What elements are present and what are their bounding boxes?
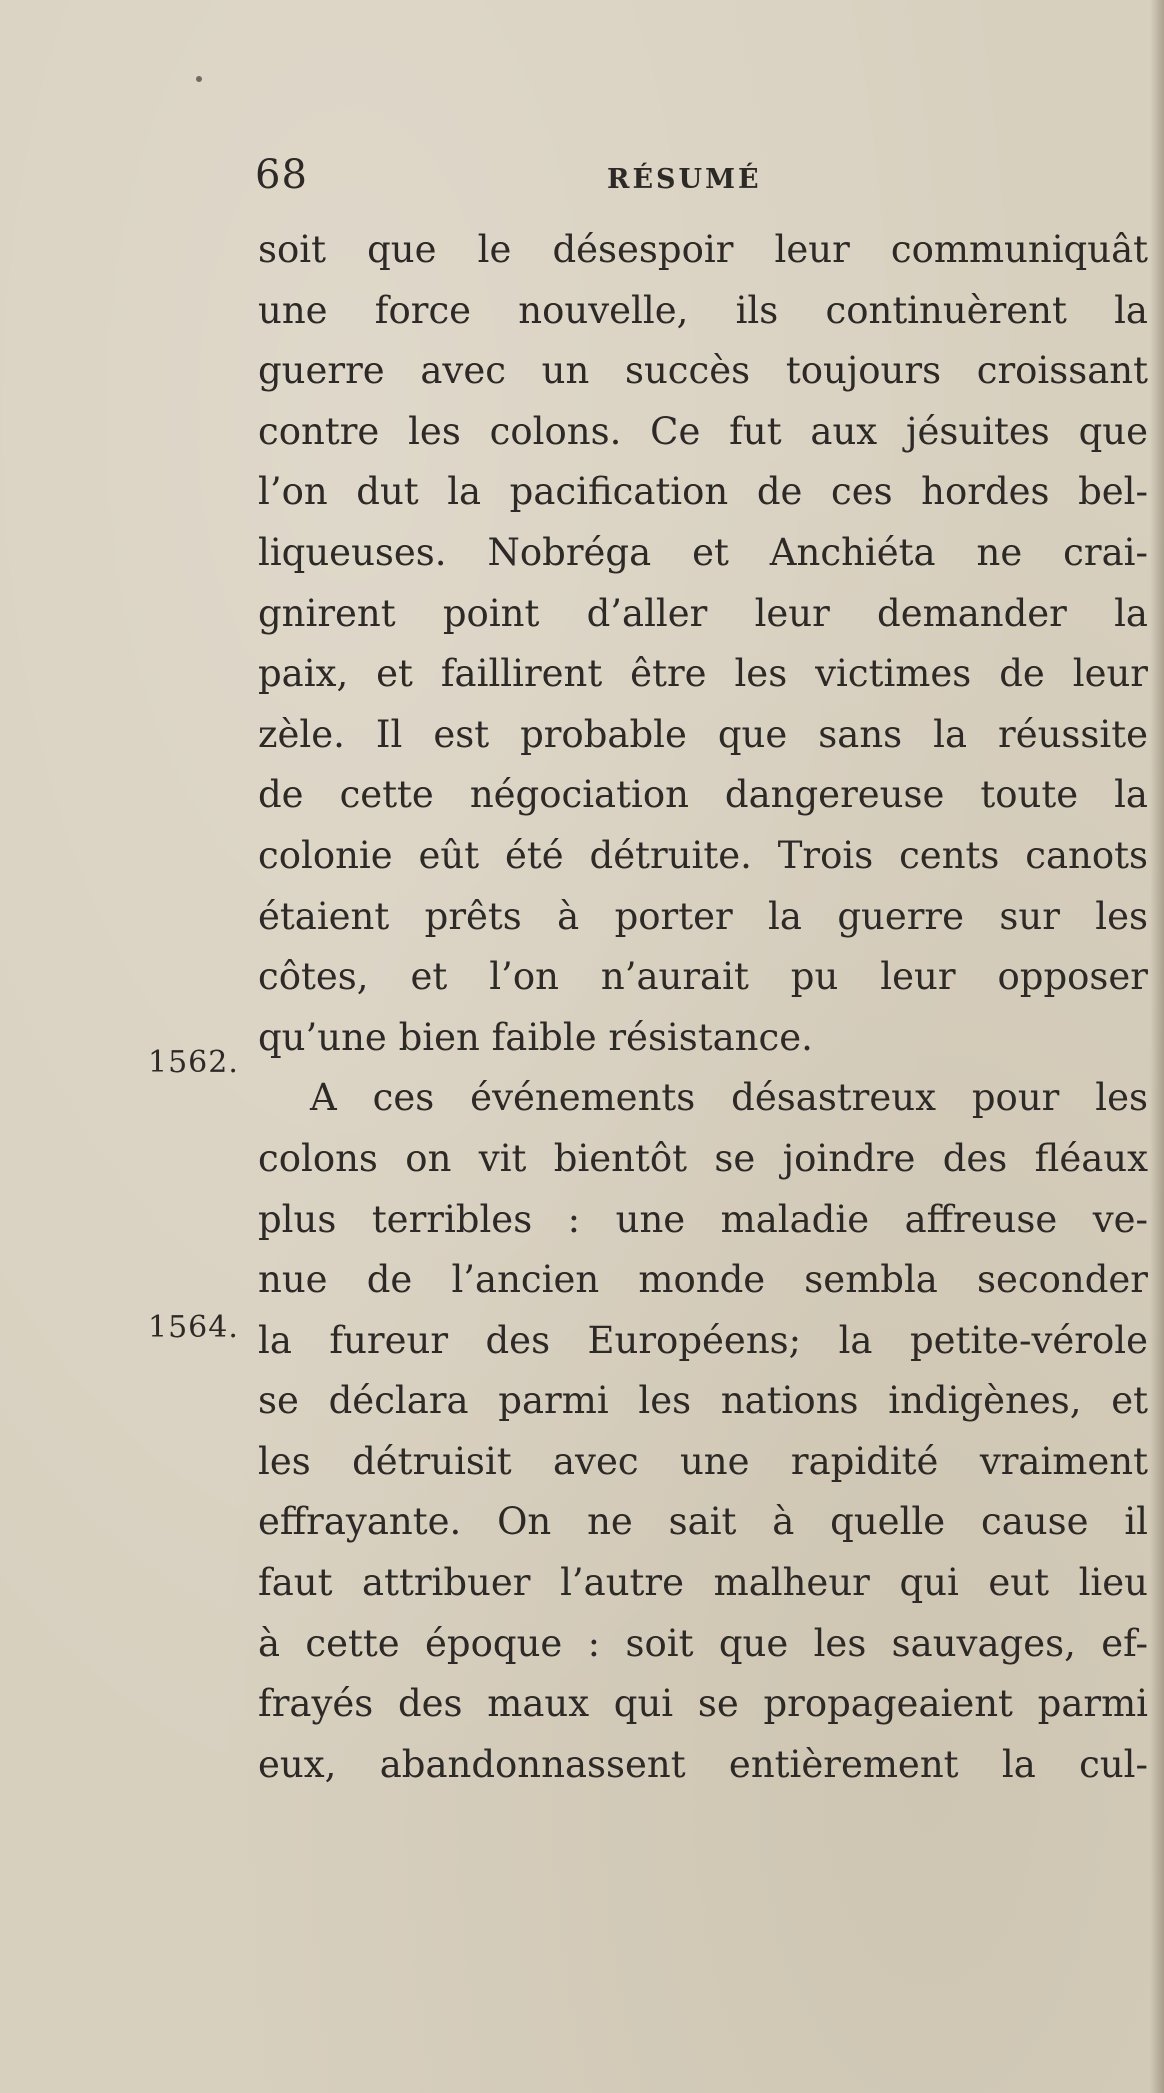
text-line: l’on dut la pacification de ces hordes bel- bbox=[258, 470, 1148, 514]
text-line: contre les colons. Ce fut aux jésuites que bbox=[258, 409, 1148, 453]
text-line: les détruisit avec une rapidité vraiment bbox=[258, 1439, 1148, 1483]
text-line: une force nouvelle, ils continuèrent la bbox=[258, 288, 1148, 332]
text-line: nue de l’ancien monde sembla seconder bbox=[258, 1258, 1148, 1302]
text-line: effrayante. On ne sait à quelle cause il bbox=[258, 1500, 1148, 1544]
text-line: plus terribles : une maladie affreuse ve- bbox=[258, 1197, 1148, 1241]
text-line: de cette négociation dangereuse toute la bbox=[258, 773, 1148, 817]
margin-note-year: 1562. bbox=[148, 1045, 239, 1080]
text-line: étaient prêts à porter la guerre sur les bbox=[258, 894, 1148, 938]
page-edge-shadow bbox=[1150, 0, 1164, 2093]
text-line: faut attribuer l’autre malheur qui eut lieu bbox=[258, 1561, 1148, 1605]
text-line: colonie eût été détruite. Trois cents canots bbox=[258, 833, 1148, 877]
text-line: paix, et faillirent être les victimes de leur bbox=[258, 652, 1148, 696]
text-line: soit que le désespoir leur communiquât bbox=[258, 228, 1148, 271]
text-line: la fureur des Européens; la petite-vérole bbox=[258, 1318, 1148, 1362]
text-line: zèle. Il est probable que sans la réussite bbox=[258, 712, 1148, 756]
text-line: eux, abandonnassent entièrement la cul- bbox=[258, 1742, 1148, 1786]
text-line: frayés des maux qui se propageaient parmi bbox=[258, 1682, 1148, 1726]
paper-speck bbox=[196, 76, 202, 82]
text-line: qu’une bien faible résistance. bbox=[258, 1015, 813, 1059]
page-number: 68 bbox=[255, 152, 308, 198]
body-text bbox=[258, 220, 1148, 1795]
text-line: à cette époque : soit que les sauvages, ef- bbox=[258, 1621, 1148, 1665]
text-line: colons on vit bientôt se joindre des fléaux bbox=[258, 1136, 1148, 1180]
text-line: se déclara parmi les nations indigènes, et bbox=[258, 1379, 1148, 1423]
text-line: guerre avec un succès toujours croissant bbox=[258, 349, 1148, 393]
margin-note-year: 1564. bbox=[148, 1310, 239, 1345]
text-line: gnirent point d’aller leur demander la bbox=[258, 591, 1148, 635]
text-line: A ces événements désastreux pour les bbox=[310, 1076, 1148, 1120]
running-head: RÉSUMÉ bbox=[607, 164, 762, 195]
page-header bbox=[255, 152, 1155, 212]
text-line: côtes, et l’on n’aurait pu leur opposer bbox=[258, 955, 1148, 999]
text-line: liqueuses. Nobréga et Anchiéta ne crai- bbox=[258, 530, 1148, 574]
